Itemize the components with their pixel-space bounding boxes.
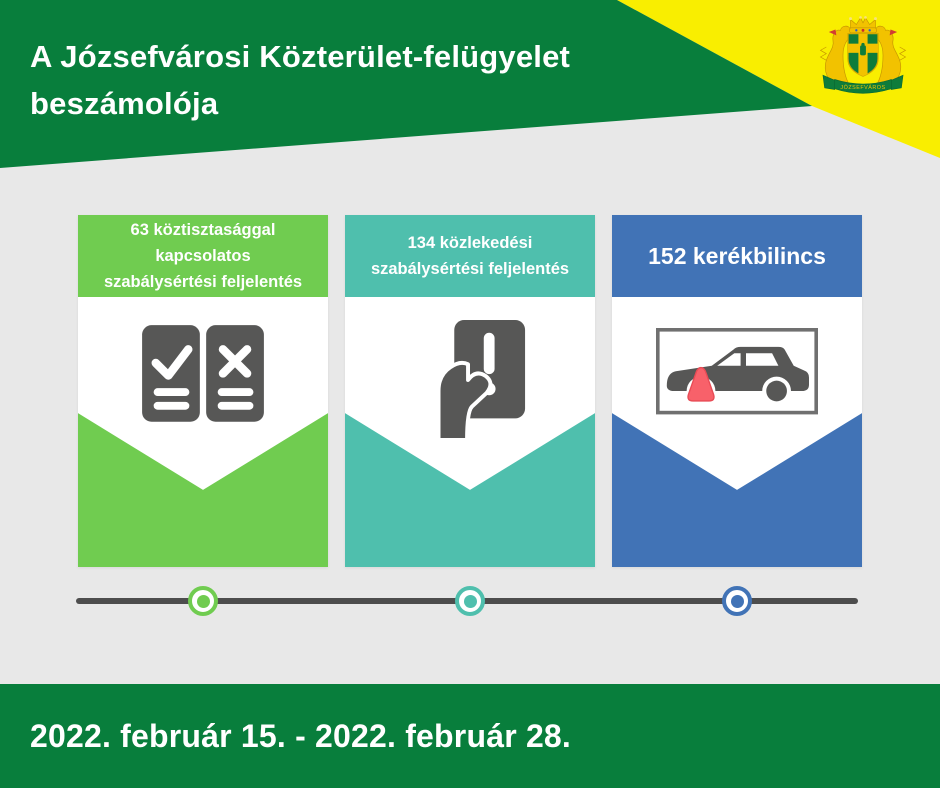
card-header bbox=[612, 215, 862, 297]
timeline-marker-dot bbox=[464, 595, 477, 608]
shield bbox=[848, 34, 878, 77]
card-title: 152 kerékbilincs bbox=[648, 243, 826, 269]
jozsefvaros-crest-logo bbox=[813, 13, 913, 101]
checklist-check-x-icon bbox=[140, 323, 266, 425]
stat-card-koztisztasag bbox=[78, 215, 328, 567]
timeline-marker-1 bbox=[188, 586, 218, 616]
crest-banner-text: JÓZSEFVÁROS bbox=[840, 85, 886, 92]
timeline-marker-dot bbox=[197, 595, 210, 608]
hand-holding-violation-card-icon bbox=[411, 320, 529, 440]
page-title-line1: A Józsefvárosi Közterület-felügyelet bbox=[30, 39, 571, 74]
card-header bbox=[78, 215, 328, 297]
card-header bbox=[345, 215, 595, 297]
wheel-clamped-car-icon bbox=[656, 328, 818, 418]
timeline-marker-dot bbox=[731, 595, 744, 608]
crown bbox=[849, 16, 877, 33]
timeline-marker-3 bbox=[722, 586, 752, 616]
timeline-marker-2 bbox=[455, 586, 485, 616]
stat-card-kozlekedes bbox=[345, 215, 595, 567]
card-title: 134 közlekedési szabálysértési feljelentés bbox=[370, 234, 570, 278]
card-title: 63 köztisztasággal kapcsolatos szabálysértési feljelentés bbox=[103, 221, 303, 291]
page-title-line2: beszámolója bbox=[30, 86, 219, 121]
date-range: 2022. február 15. - 2022. február 28. bbox=[30, 718, 572, 754]
stat-card-kerekbilincs bbox=[612, 215, 862, 567]
footer-band bbox=[0, 684, 940, 788]
page-title bbox=[30, 33, 570, 127]
